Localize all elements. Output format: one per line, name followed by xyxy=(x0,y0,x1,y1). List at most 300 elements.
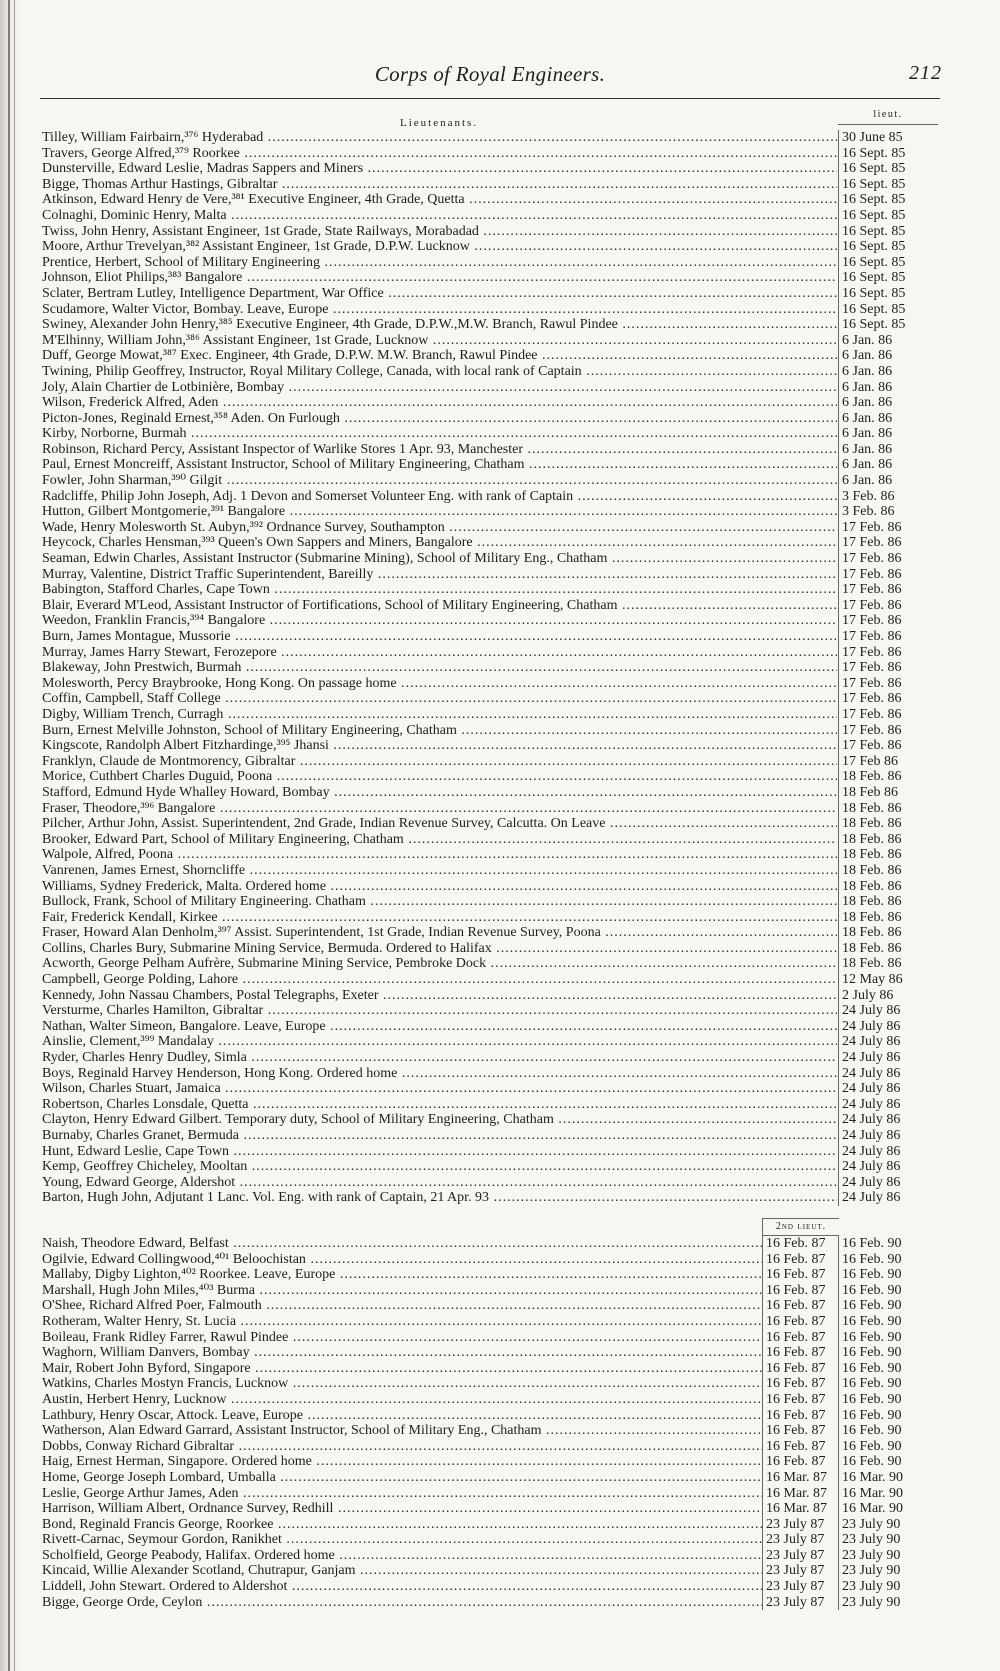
officer-name-text: M'Elhinny, William John,³⁸⁶ Assistant Engineer, 1st Grade, Lucknow xyxy=(42,332,429,348)
officer-name-text: Young, Edward George, Aldershot xyxy=(42,1174,236,1190)
commission-date: 17 Feb. 86 xyxy=(838,723,938,739)
officer-name-text: Twiss, John Henry, Assistant Engineer, 1st Grade, State Railways, Morabadad xyxy=(42,223,479,239)
officer-name-text: Bond, Reginald Francis George, Roorkee xyxy=(42,1516,274,1532)
list-item xyxy=(40,972,940,988)
officer-name-text: Weedon, Franklin Francis,³⁹⁴ Bangalore xyxy=(42,613,266,629)
list-item xyxy=(40,1517,940,1533)
list-item xyxy=(40,1298,940,1314)
officer-name xyxy=(42,177,837,193)
officer-name xyxy=(42,270,837,286)
officer-name-text: Hunt, Edward Leslie, Cape Town xyxy=(42,1143,229,1159)
list-item xyxy=(40,192,940,208)
officer-name-text: Rivett-Carnac, Seymour Gordon, Ranikhet xyxy=(42,1532,282,1548)
commission-date: 24 July 86 xyxy=(838,1050,938,1066)
officer-name-text: Kirby, Norborne, Burmah xyxy=(42,426,187,442)
officer-name-text: Bigge, George Orde, Ceylon xyxy=(42,1594,203,1610)
officer-name xyxy=(42,1050,837,1066)
officer-name-text: Vanrenen, James Ernest, Shorncliffe xyxy=(42,862,246,878)
list-item xyxy=(40,1408,940,1424)
list-item xyxy=(40,785,940,801)
officer-name xyxy=(42,426,837,442)
list-item xyxy=(40,473,940,489)
list-item xyxy=(40,504,940,520)
commission-date: 6 Jan. 86 xyxy=(838,473,938,489)
lieut-date: 16 Feb. 90 xyxy=(838,1345,938,1361)
spine-edge xyxy=(8,0,10,1671)
officer-name xyxy=(42,1019,837,1035)
commission-date: 6 Jan. 86 xyxy=(838,411,938,427)
officer-name-text: Ogilvie, Edward Collingwood,⁴⁰¹ Beloochistan xyxy=(42,1251,306,1267)
list-item xyxy=(40,956,940,972)
commission-date: 18 Feb. 86 xyxy=(838,769,938,785)
officer-name-text: Dunsterville, Edward Leslie, Madras Sappers and Miners xyxy=(42,161,364,177)
officer-name xyxy=(42,832,837,848)
list-item xyxy=(40,723,940,739)
commission-date: 18 Feb. 86 xyxy=(838,956,938,972)
list-item xyxy=(40,1066,940,1082)
lieut-date: 23 July 90 xyxy=(838,1579,938,1595)
officer-name-text: Ainslie, Clement,³⁹⁹ Mandalay xyxy=(42,1034,214,1050)
officer-name-text: Waghorn, William Danvers, Bombay xyxy=(42,1345,250,1361)
list-item xyxy=(40,676,940,692)
officer-name xyxy=(42,551,837,567)
commission-date: 17 Feb. 86 xyxy=(838,567,938,583)
commission-date: 16 Sept. 85 xyxy=(838,208,938,224)
lieut-date: 16 Feb. 90 xyxy=(838,1361,938,1377)
officer-name-text: Swiney, Alexander John Henry,³⁸⁵ Executive Engineer, 4th Grade, D.P.W.,M.W. Branch, Rawul Pindee xyxy=(42,317,618,333)
officer-name xyxy=(42,457,837,473)
officer-name-text: Liddell, John Stewart. Ordered to Aldershot xyxy=(42,1579,288,1595)
list-item xyxy=(40,863,940,879)
officer-name xyxy=(42,1376,762,1392)
lieut-date: 16 Mar. 90 xyxy=(838,1486,938,1502)
commission-date: 16 Feb. 87 xyxy=(762,1252,838,1268)
commission-date: 24 July 86 xyxy=(838,1066,938,1082)
lieut-date: 23 July 90 xyxy=(838,1548,938,1564)
list-item xyxy=(40,738,940,754)
list-item xyxy=(40,1345,940,1361)
commission-date: 24 July 86 xyxy=(838,1144,938,1160)
officer-name xyxy=(42,535,837,551)
officer-name xyxy=(42,411,837,427)
commission-date: 24 July 86 xyxy=(838,1190,938,1206)
commission-date: 16 Feb. 87 xyxy=(762,1408,838,1424)
officer-name-text: Scudamore, Walter Victor, Bombay. Leave, Europe xyxy=(42,301,329,317)
officer-name xyxy=(42,613,837,629)
commission-date: 24 July 86 xyxy=(838,1159,938,1175)
list-item xyxy=(40,910,940,926)
list-item xyxy=(40,520,940,536)
officer-name-text: Haig, Ernest Herman, Singapore. Ordered home xyxy=(42,1454,312,1470)
list-item xyxy=(40,161,940,177)
officer-name xyxy=(42,785,837,801)
commission-date: 18 Feb. 86 xyxy=(838,832,938,848)
commission-date: 24 July 86 xyxy=(838,1019,938,1035)
list-item xyxy=(40,1034,940,1050)
officer-name-text: Scholfield, George Peabody, Halifax. Ordered home xyxy=(42,1547,335,1563)
list-item xyxy=(40,816,940,832)
officer-name xyxy=(42,847,837,863)
officer-name-text: Fraser, Howard Alan Denholm,³⁹⁷ Assist. Superintendent, 1st Grade, Indian Revenue Survey, Poona xyxy=(42,925,601,941)
commission-date: 17 Feb. 86 xyxy=(838,738,938,754)
lieutenants-list xyxy=(40,130,940,1206)
page-number: 212 xyxy=(909,62,942,84)
list-item xyxy=(40,801,940,817)
officer-name-text: Blakeway, John Prestwich, Burmah xyxy=(42,660,242,676)
list-item xyxy=(40,1128,940,1144)
officer-name xyxy=(42,801,837,817)
commission-date: 23 July 87 xyxy=(762,1595,838,1611)
officer-name-text: Campbell, George Polding, Lahore xyxy=(42,972,239,988)
officer-name xyxy=(42,582,837,598)
running-title: Corps of Royal Engineers. xyxy=(374,62,606,86)
commission-date: 17 Feb. 86 xyxy=(838,535,938,551)
list-item xyxy=(40,1314,940,1330)
list-item xyxy=(40,208,940,224)
officer-name-text: Versturme, Charles Hamilton, Gibraltar xyxy=(42,1003,264,1019)
officer-name-text: Paul, Ernest Moncreiff, Assistant Instructor, School of Military Engineering, Chatham xyxy=(42,457,525,473)
commission-date: 18 Feb. 86 xyxy=(838,910,938,926)
officer-name xyxy=(42,879,837,895)
commission-date: 16 Feb. 87 xyxy=(762,1361,838,1377)
commission-date: 16 Sept. 85 xyxy=(838,239,938,255)
list-item xyxy=(40,691,940,707)
officer-name-text: Stafford, Edmund Hyde Whalley Howard, Bombay xyxy=(42,784,330,800)
officer-name xyxy=(42,1144,837,1160)
officer-name xyxy=(42,894,837,910)
commission-date: 17 Feb. 86 xyxy=(838,645,938,661)
officer-name-text: Prentice, Herbert, School of Military Engineering xyxy=(42,254,320,270)
lieut-date: 16 Mar. 90 xyxy=(838,1470,938,1486)
commission-date: 17 Feb 86 xyxy=(838,754,938,770)
officer-name xyxy=(42,723,837,739)
lieut-date: 16 Feb. 90 xyxy=(838,1392,938,1408)
officer-name xyxy=(42,255,837,271)
officer-name xyxy=(42,738,837,754)
commission-date: 16 Feb. 87 xyxy=(762,1423,838,1439)
officer-name xyxy=(42,707,837,723)
list-item xyxy=(40,1361,940,1377)
officer-name-text: Hutton, Gilbert Montgomerie,³⁹¹ Bangalore xyxy=(42,504,286,520)
commission-date: 6 Jan. 86 xyxy=(838,348,938,364)
officer-name xyxy=(42,754,837,770)
list-item xyxy=(40,1439,940,1455)
officer-name xyxy=(42,925,837,941)
officer-name-text: Mallaby, Digby Lighton,⁴⁰² Roorkee. Leave, Europe xyxy=(42,1267,336,1283)
officer-name-text: Robertson, Charles Lonsdale, Quetta xyxy=(42,1096,249,1112)
officer-name-text: Acworth, George Pelham Aufrère, Submarine Mining Service, Pembroke Dock xyxy=(42,956,487,972)
list-item xyxy=(40,286,940,302)
officer-name xyxy=(42,1236,762,1252)
officer-name xyxy=(42,442,837,458)
commission-date: 16 Sept. 85 xyxy=(838,317,938,333)
officer-name xyxy=(42,224,837,240)
officer-name xyxy=(42,1517,762,1533)
officer-name xyxy=(42,380,837,396)
commission-date: 16 Feb. 87 xyxy=(762,1345,838,1361)
list-item xyxy=(40,333,940,349)
list-item xyxy=(40,1190,940,1206)
commission-date: 16 Sept. 85 xyxy=(838,224,938,240)
lieut-date: 16 Feb. 90 xyxy=(838,1283,938,1299)
officer-name xyxy=(42,1532,762,1548)
commission-date: 16 Mar. 87 xyxy=(762,1470,838,1486)
list-item xyxy=(40,1252,940,1268)
officer-name xyxy=(42,348,837,364)
officer-name xyxy=(42,1501,762,1517)
officer-name-text: Radcliffe, Philip John Joseph, Adj. 1 Devon and Somerset Volunteer Eng. with rank of Captain xyxy=(42,488,574,504)
officer-name xyxy=(42,660,837,676)
list-item xyxy=(40,1563,940,1579)
officer-name xyxy=(42,956,837,972)
officer-name-text: Seaman, Edwin Charles, Assistant Instructor (Submarine Mining), School of Military Eng., Chatham xyxy=(42,551,608,567)
lieut-date: 16 Feb. 90 xyxy=(838,1236,938,1252)
officer-name-text: Burn, Ernest Melville Johnston, School of Military Engineering, Chatham xyxy=(42,722,457,738)
officer-name xyxy=(42,1298,762,1314)
lieut-date: 16 Feb. 90 xyxy=(838,1252,938,1268)
officer-name-text: Joly, Alain Chartier de Lotbinière, Bombay xyxy=(42,379,285,395)
officer-name xyxy=(42,1439,762,1455)
commission-date: 16 Sept. 85 xyxy=(838,192,938,208)
officer-name xyxy=(42,1081,837,1097)
officer-name-text: Marshall, Hugh John Miles,⁴⁰³ Burma xyxy=(42,1282,256,1298)
officer-name-text: Clayton, Henry Edward Gilbert. Temporary duty, School of Military Engineering, Chatham xyxy=(42,1112,554,1128)
officer-name-text: Kennedy, John Nassau Chambers, Postal Telegraphs, Exeter xyxy=(42,987,379,1003)
book-spine xyxy=(0,0,42,1671)
list-item xyxy=(40,1283,940,1299)
officer-name-text: Boys, Reginald Harvey Henderson, Hong Kong. Ordered home xyxy=(42,1065,398,1081)
commission-date: 18 Feb. 86 xyxy=(838,941,938,957)
officer-name-text: Barton, Hugh John, Adjutant 1 Lanc. Vol. Eng. with rank of Captain, 21 Apr. 93 xyxy=(42,1190,490,1206)
commission-date: 16 Feb. 87 xyxy=(762,1392,838,1408)
lieut-date: 16 Feb. 90 xyxy=(838,1330,938,1346)
officer-name xyxy=(42,504,837,520)
lieut-column-header: lieut. xyxy=(838,106,938,125)
list-item xyxy=(40,177,940,193)
commission-date: 16 Mar. 87 xyxy=(762,1501,838,1517)
officer-name-text: Williams, Sydney Frederick, Malta. Ordered home xyxy=(42,878,327,894)
lieut-date: 23 July 90 xyxy=(838,1595,938,1611)
officer-name xyxy=(42,1159,837,1175)
lieut-date: 16 Feb. 90 xyxy=(838,1423,938,1439)
commission-date: 18 Feb. 86 xyxy=(838,816,938,832)
officer-name-text: Morice, Cuthbert Charles Duguid, Poona xyxy=(42,769,273,785)
officer-name xyxy=(42,1003,837,1019)
commission-date: 3 Feb. 86 xyxy=(838,504,938,520)
officer-name xyxy=(42,816,837,832)
list-item xyxy=(40,146,940,162)
page-header xyxy=(40,62,940,92)
lieut-date: 16 Feb. 90 xyxy=(838,1454,938,1470)
officer-name-text: Walpole, Alfred, Poona xyxy=(42,847,174,863)
officer-name xyxy=(42,364,837,380)
list-item xyxy=(40,707,940,723)
commission-date: 16 Feb. 87 xyxy=(762,1439,838,1455)
lieut-date: 23 July 90 xyxy=(838,1532,938,1548)
list-item xyxy=(40,1548,940,1564)
list-item xyxy=(40,1144,940,1160)
officer-name xyxy=(42,317,837,333)
commission-date: 3 Feb. 86 xyxy=(838,489,938,505)
list-item xyxy=(40,224,940,240)
commission-date: 16 Feb. 87 xyxy=(762,1298,838,1314)
officer-name-text: Austin, Herbert Henry, Lucknow xyxy=(42,1391,227,1407)
officer-name-text: Brooker, Edward Part, School of Military Engineering, Chatham xyxy=(42,831,404,847)
officer-name xyxy=(42,1112,837,1128)
list-item xyxy=(40,395,940,411)
officer-name xyxy=(42,1392,762,1408)
lieut-date: 16 Feb. 90 xyxy=(838,1439,938,1455)
list-item xyxy=(40,1579,940,1595)
officer-name-text: Wilson, Charles Stuart, Jamaica xyxy=(42,1081,221,1097)
commission-date: 16 Sept. 85 xyxy=(838,302,938,318)
commission-date: 16 Sept. 85 xyxy=(838,161,938,177)
officer-name xyxy=(42,239,837,255)
officer-name-text: Robinson, Richard Percy, Assistant Inspector of Warlike Stores 1 Apr. 93, Manchester xyxy=(42,441,524,457)
list-item xyxy=(40,551,940,567)
officer-name xyxy=(42,769,837,785)
lieut-date: 23 July 90 xyxy=(838,1517,938,1533)
section-title: Lieutenants. xyxy=(400,117,479,129)
list-item xyxy=(40,941,940,957)
list-item xyxy=(40,302,940,318)
officer-name xyxy=(42,1267,762,1283)
officer-name xyxy=(42,1066,837,1082)
list-item xyxy=(40,879,940,895)
officer-name-text: O'Shee, Richard Alfred Poer, Falmouth xyxy=(42,1298,262,1314)
officer-name-text: Fraser, Theodore,³⁹⁶ Bangalore xyxy=(42,800,216,816)
list-item xyxy=(40,411,940,427)
second-lieutenants-list xyxy=(40,1236,940,1610)
commission-date: 24 July 86 xyxy=(838,1112,938,1128)
commission-date: 6 Jan. 86 xyxy=(838,333,938,349)
officer-name-text: Naish, Theodore Edward, Belfast xyxy=(42,1236,229,1251)
officer-name-text: Home, George Joseph Lombard, Umballa xyxy=(42,1469,276,1485)
commission-date: 24 July 86 xyxy=(838,1081,938,1097)
commission-date: 6 Jan. 86 xyxy=(838,442,938,458)
officer-name xyxy=(42,146,837,162)
list-item xyxy=(40,629,940,645)
officer-name-text: Murray, Valentine, District Traffic Superintendent, Bareilly xyxy=(42,566,374,582)
commission-date: 24 July 86 xyxy=(838,1003,938,1019)
list-item xyxy=(40,489,940,505)
officer-name xyxy=(42,1361,762,1377)
commission-date: 18 Feb. 86 xyxy=(838,894,938,910)
officer-name xyxy=(42,1175,837,1191)
officer-name-text: Kincaid, Willie Alexander Scotland, Chutrapur, Ganjam xyxy=(42,1563,356,1579)
commission-date: 18 Feb 86 xyxy=(838,785,938,801)
commission-date: 16 Feb. 87 xyxy=(762,1330,838,1346)
officer-name-text: Bigge, Thomas Arthur Hastings, Gibraltar xyxy=(42,176,278,192)
officer-name xyxy=(42,645,837,661)
list-item xyxy=(40,1423,940,1439)
officer-name-text: Sclater, Bertram Lutley, Intelligence Department, War Office xyxy=(42,285,384,301)
officer-name xyxy=(42,863,837,879)
list-item xyxy=(40,380,940,396)
commission-date: 16 Sept. 85 xyxy=(838,177,938,193)
commission-date: 2 July 86 xyxy=(838,988,938,1004)
commission-date: 17 Feb. 86 xyxy=(838,660,938,676)
commission-date: 17 Feb. 86 xyxy=(838,676,938,692)
commission-date: 23 July 87 xyxy=(762,1517,838,1533)
commission-date: 30 June 85 xyxy=(838,130,938,146)
commission-date: 17 Feb. 86 xyxy=(838,613,938,629)
officer-name xyxy=(42,489,837,505)
officer-name xyxy=(42,1595,762,1611)
officer-name-text: Molesworth, Percy Braybrooke, Hong Kong. On passage home xyxy=(42,675,397,691)
officer-name-text: Dobbs, Conway Richard Gibraltar xyxy=(42,1438,235,1454)
list-item xyxy=(40,1501,940,1517)
officer-name-text: Rotheram, Walter Henry, St. Lucia xyxy=(42,1313,237,1329)
commission-date: 6 Jan. 86 xyxy=(838,457,938,473)
list-item xyxy=(40,645,940,661)
commission-date: 17 Feb. 86 xyxy=(838,520,938,536)
officer-name-text: Wilson, Frederick Alfred, Aden xyxy=(42,395,219,411)
officer-name-text: Johnson, Eliot Philips,³⁸³ Bangalore xyxy=(42,270,243,286)
officer-name xyxy=(42,302,837,318)
officer-name xyxy=(42,941,837,957)
commission-date: 16 Feb. 87 xyxy=(762,1283,838,1299)
lieut-date: 16 Feb. 90 xyxy=(838,1314,938,1330)
officer-name xyxy=(42,676,837,692)
officer-name xyxy=(42,333,837,349)
list-item xyxy=(40,130,940,146)
commission-date: 17 Feb. 86 xyxy=(838,707,938,723)
list-item xyxy=(40,1050,940,1066)
officer-name-text: Lathbury, Henry Oscar, Attock. Leave, Europe xyxy=(42,1407,303,1423)
commission-date: 24 July 86 xyxy=(838,1175,938,1191)
officer-name xyxy=(42,629,837,645)
officer-name xyxy=(42,1470,762,1486)
officer-name-text: Mair, Robert John Byford, Singapore xyxy=(42,1360,251,1376)
officer-name-text: Murray, James Harry Stewart, Ferozepore xyxy=(42,644,277,660)
officer-name-text: Bullock, Frank, School of Military Engineering. Chatham xyxy=(42,894,366,910)
officer-name-text: Tilley, William Fairbairn,³⁷⁶ Hyderabad xyxy=(42,130,264,145)
officer-name-text: Burn, James Montague, Mussorie xyxy=(42,629,231,644)
officer-name xyxy=(42,691,837,707)
officer-name xyxy=(42,473,837,489)
officer-name-text: Colnaghi, Dominic Henry, Malta xyxy=(42,207,227,223)
commission-date: 16 Mar. 87 xyxy=(762,1486,838,1502)
header-rule xyxy=(40,98,940,99)
officer-name xyxy=(42,1345,762,1361)
commission-date: 16 Feb. 87 xyxy=(762,1454,838,1470)
commission-date: 18 Feb. 86 xyxy=(838,879,938,895)
list-item xyxy=(40,1159,940,1175)
officer-name-text: Ryder, Charles Henry Dudley, Simla xyxy=(42,1050,247,1066)
officer-name-text: Travers, George Alfred,³⁷⁹ Roorkee xyxy=(42,145,240,161)
commission-date: 24 July 86 xyxy=(838,1128,938,1144)
officer-name xyxy=(42,1408,762,1424)
list-item xyxy=(40,1003,940,1019)
list-item xyxy=(40,1486,940,1502)
commission-date: 16 Feb. 87 xyxy=(762,1236,838,1252)
commission-date: 17 Feb. 86 xyxy=(838,551,938,567)
commission-date: 18 Feb. 86 xyxy=(838,925,938,941)
officer-name xyxy=(42,1252,762,1268)
list-item xyxy=(40,988,940,1004)
officer-name xyxy=(42,1330,762,1346)
officer-name-text: Fair, Frederick Kendall, Kirkee xyxy=(42,909,218,925)
commission-date: 17 Feb. 86 xyxy=(838,629,938,645)
lieut-date: 16 Feb. 90 xyxy=(838,1376,938,1392)
list-item xyxy=(40,1470,940,1486)
officer-name xyxy=(42,286,837,302)
list-item xyxy=(40,364,940,380)
commission-date: 18 Feb. 86 xyxy=(838,801,938,817)
officer-name xyxy=(42,161,837,177)
commission-date: 16 Sept. 85 xyxy=(838,270,938,286)
